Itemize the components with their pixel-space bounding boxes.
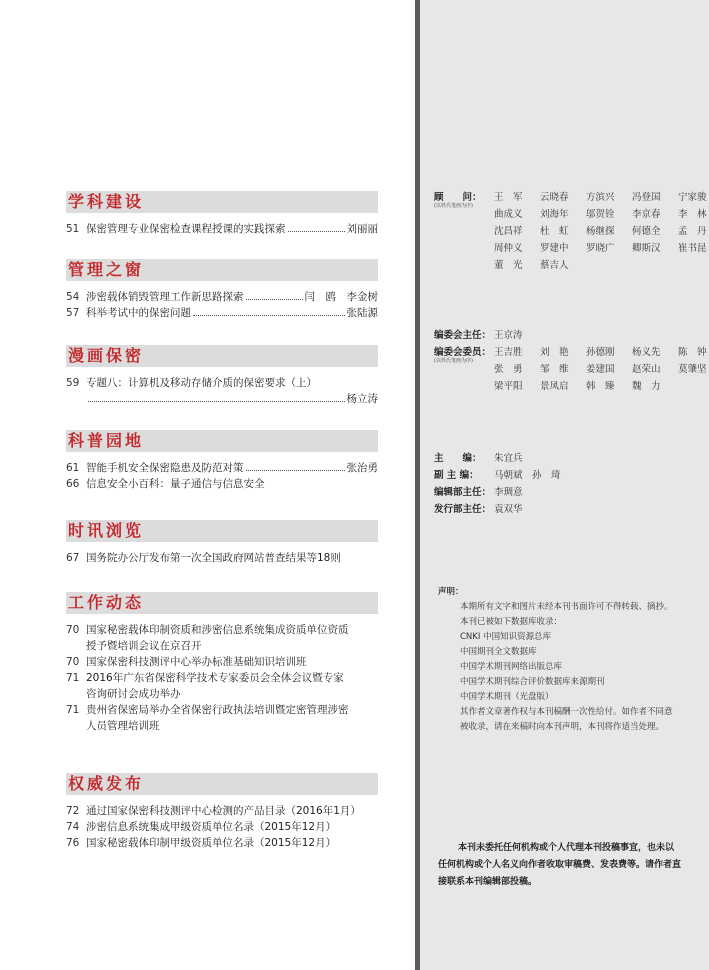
page-number: 71 <box>66 704 80 716</box>
advisor-name: 卿斯汉 <box>632 243 661 254</box>
section-title: 漫画保密 <box>66 345 378 367</box>
advisor-name: 孟 丹 <box>678 226 707 237</box>
section-subject-construction <box>66 191 378 237</box>
page-number: 51 <box>66 223 80 235</box>
article-title: 保密管理专业保密检查课程授课的实践探索 <box>86 223 286 235</box>
board-member-name: 赵荣山 <box>632 364 661 375</box>
board-director-label: 编委会主任： <box>434 330 492 341</box>
article-title-line: 通过国家保密科技测评中心检测的产品目录（2016年1月） <box>86 805 361 817</box>
statement-paragraph: 其作者文章著作权与本刊稿酬一次性给付。如作者不同意被收录，请在来稿时向本刊声明，本刊将作适当处理。 <box>460 707 673 732</box>
section-title: 学科建设 <box>66 191 378 213</box>
article-title: 智能手机安全保密隐患及防范对策 <box>86 462 244 474</box>
page-number: 74 <box>66 821 80 833</box>
leader-dots <box>88 391 345 402</box>
database-item: 中国学术期刊（光盘版） <box>460 692 554 702</box>
advisor-name: 沈昌祥 <box>494 226 523 237</box>
page-number: 71 <box>66 672 80 684</box>
section-authoritative-release <box>66 773 378 851</box>
advisor-name: 刘海年 <box>540 209 569 220</box>
advisors-list <box>494 189 709 274</box>
page-number: 66 <box>66 478 80 490</box>
board-member-name: 魏 力 <box>632 381 661 392</box>
advisor-name: 王 军 <box>494 192 523 203</box>
advisor-name: 邬贺铨 <box>586 209 615 220</box>
statement-paragraph: 本刊已被如下数据库收录： <box>460 617 563 627</box>
article-title-line: 授予暨培训会议在京召开 <box>86 640 202 652</box>
editor-label: 主 编： <box>434 453 482 464</box>
article-title: 涉密载体销毁管理工作新思路探索 <box>86 291 244 303</box>
article-title-line: 咨询研讨会成功举办 <box>86 688 181 700</box>
page-number: 57 <box>66 307 80 319</box>
toc-entry[interactable] <box>66 622 378 654</box>
page-number: 59 <box>66 377 80 389</box>
board-member-name: 孙德刚 <box>586 347 615 358</box>
article-title: 信息安全小百科：量子通信与信息安全 <box>86 478 265 490</box>
deputy-editor-names: 马朝斌 孙 琦 <box>494 470 561 481</box>
distribution-director-name: 袁双华 <box>494 504 523 515</box>
board-member-name: 杨义先 <box>632 347 661 358</box>
toc-entry[interactable] <box>66 702 378 734</box>
toc-entry[interactable] <box>66 289 378 305</box>
submission-notice: 本刊未委托任何机构或个人代理本刊投稿事宜，也未以任何机构或个人名义向作者收取审稿费、发表费等。请作者直接联系本刊编辑部投稿。 <box>438 843 682 887</box>
board-members-block <box>434 344 709 395</box>
section-title: 工作动态 <box>66 592 378 614</box>
editors-block <box>434 450 561 518</box>
section-news-browse <box>66 520 378 566</box>
statement-heading: 声明： <box>438 587 464 597</box>
board-member-name: 韩 臻 <box>586 381 615 392</box>
toc-entry[interactable] <box>66 819 378 835</box>
editorial-director-label: 编辑部主任： <box>434 487 492 498</box>
advisors-label-group <box>434 189 494 274</box>
board-director-name: 王京涛 <box>494 330 523 341</box>
advisor-name: 李京春 <box>632 209 661 220</box>
advisor-name: 周仲义 <box>494 243 523 254</box>
toc-entry[interactable] <box>66 654 378 670</box>
toc-entry[interactable] <box>66 803 378 819</box>
advisor-name: 罗建中 <box>540 243 569 254</box>
article-author: 闫 鸥 李金树 <box>304 291 378 303</box>
article-author: 杨立涛 <box>346 393 378 405</box>
toc-entry[interactable] <box>66 305 378 321</box>
section-title: 科普园地 <box>66 430 378 452</box>
advisors-block <box>434 189 709 274</box>
board-member-name: 姜建国 <box>586 364 615 375</box>
copyright-statement <box>438 585 678 735</box>
database-item: CNKI 中国知识资源总库 <box>460 632 552 642</box>
advisor-name: 蔡吉人 <box>540 260 569 271</box>
page-number: 54 <box>66 291 80 303</box>
toc-entry[interactable] <box>66 476 378 492</box>
leader-dots <box>246 460 345 471</box>
article-title: 国务院办公厅发布第一次全国政府网站普查结果等18则 <box>86 552 341 564</box>
toc-entry[interactable] <box>66 460 378 476</box>
advisor-name: 杜 虹 <box>540 226 569 237</box>
advisor-name: 云晓春 <box>540 192 569 203</box>
toc-entry[interactable] <box>66 375 378 407</box>
advisor-name: 方滨兴 <box>586 192 615 203</box>
page-number: 70 <box>66 656 80 668</box>
section-title: 权威发布 <box>66 773 378 795</box>
board-member-name: 陈 钟 <box>678 347 707 358</box>
board-members-list <box>494 344 709 395</box>
database-item: 中国学术期刊综合评价数据库来源期刊 <box>460 677 605 687</box>
article-author: 刘丽丽 <box>346 223 378 235</box>
board-member-name: 王吉胜 <box>494 347 523 358</box>
section-management-window <box>66 259 378 321</box>
section-comic-secrecy <box>66 345 378 407</box>
page-number: 61 <box>66 462 80 474</box>
article-title-line: 国家秘密载体印制资质和涉密信息系统集成资质单位资质 <box>86 624 349 636</box>
board-director-block <box>434 327 523 344</box>
board-member-name: 梁平阳 <box>494 381 523 392</box>
article-title-line: 2016年广东省保密科学技术专家委员会全体会议暨专家 <box>86 672 344 684</box>
board-member-name: 张 勇 <box>494 364 523 375</box>
toc-entry[interactable] <box>66 221 378 237</box>
advisor-name: 曲成义 <box>494 209 523 220</box>
article-title-line: 人员管理培训班 <box>86 720 160 732</box>
advisor-name: 冯登国 <box>632 192 661 203</box>
article-title-line: 涉密信息系统集成甲级资质单位名录（2015年12月） <box>86 821 337 833</box>
advisors-label: 顾 问： <box>434 192 482 203</box>
section-work-news <box>66 592 378 734</box>
board-members-label-group <box>434 344 494 395</box>
advisor-name: 罗晓广 <box>586 243 615 254</box>
page-number: 70 <box>66 624 80 636</box>
advisor-name: 崔书昆 <box>678 243 707 254</box>
statement-paragraph: 本期所有文字和图片未经本刊书面许可不得转载、摘抄。 <box>460 602 673 612</box>
board-members-label: 编委会委员： <box>434 347 492 358</box>
article-title: 科举考试中的保密问题 <box>86 307 191 319</box>
board-member-name: 景凤启 <box>540 381 569 392</box>
leader-dots <box>246 289 303 300</box>
page-number: 67 <box>66 552 80 564</box>
page-number: 72 <box>66 805 80 817</box>
leader-dots <box>193 305 345 316</box>
page-number: 76 <box>66 837 80 849</box>
advisor-name: 杨继探 <box>586 226 615 237</box>
toc-entry[interactable] <box>66 550 378 566</box>
editor-name: 朱宜兵 <box>494 453 523 464</box>
toc-entry[interactable] <box>66 835 378 851</box>
advisor-name: 何德全 <box>632 226 661 237</box>
leader-dots <box>288 221 345 232</box>
article-title-line: 国家秘密载体印制甲级资质单位名录（2015年12月） <box>86 837 337 849</box>
board-member-name: 刘 艳 <box>540 347 569 358</box>
article-author: 张治勇 <box>346 462 378 474</box>
board-member-name: 邹 维 <box>540 364 569 375</box>
article-title: 专题八：计算机及移动存储介质的保密要求（上） <box>86 377 317 389</box>
advisors-note: (以姓氏笔画为序) <box>434 203 473 209</box>
database-item: 中国期刊全文数据库 <box>460 647 537 657</box>
section-title: 管理之窗 <box>66 259 378 281</box>
article-title-line: 贵州省保密局举办全省保密行政执法培训暨定密管理涉密 <box>86 704 349 716</box>
advisor-name: 宁家骏 <box>678 192 707 203</box>
board-member-name: 莫肇坚 <box>678 364 707 375</box>
editorial-director-name: 李琱意 <box>494 487 523 498</box>
article-title-line: 国家保密科技测评中心举办标准基础知识培训班 <box>86 656 307 668</box>
toc-entry[interactable] <box>66 670 378 702</box>
deputy-editor-label: 副 主 编： <box>434 470 479 481</box>
distribution-director-label: 发行部主任： <box>434 504 492 515</box>
section-popular-science <box>66 430 378 492</box>
board-members-note: (以姓氏笔画为序) <box>434 358 473 364</box>
advisor-name: 李 林 <box>678 209 707 220</box>
database-item: 中国学术期刊网络出版总库 <box>460 662 563 672</box>
article-author: 张陆源 <box>346 307 378 319</box>
section-title: 时讯浏览 <box>66 520 378 542</box>
advisor-name: 董 光 <box>494 260 523 271</box>
